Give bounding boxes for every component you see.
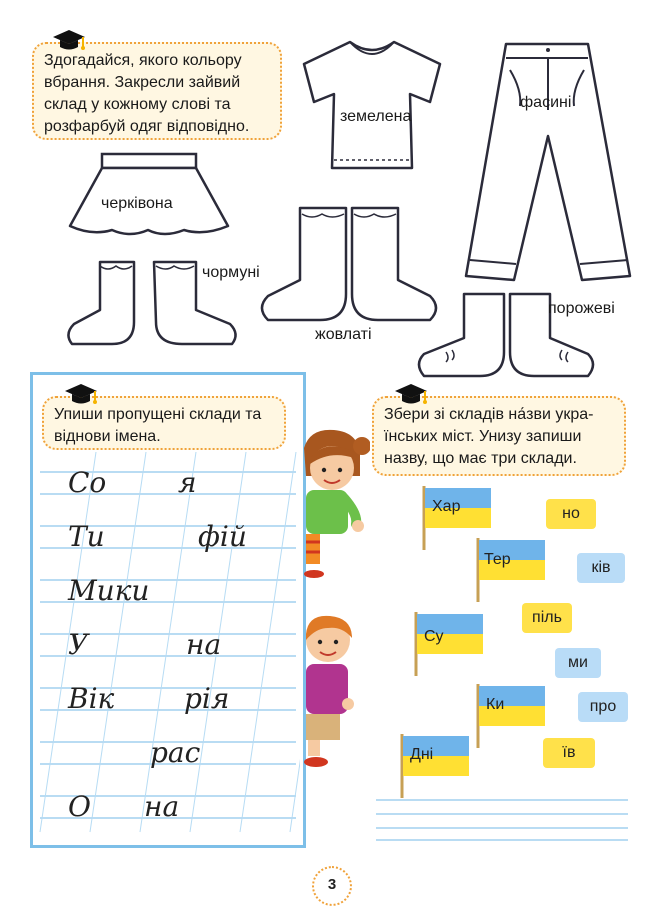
page-number: 3 bbox=[327, 876, 337, 893]
flag-2 bbox=[474, 538, 550, 602]
flag-5 bbox=[398, 734, 474, 798]
flag-4-label: Ки bbox=[486, 696, 505, 713]
flag-1-label: Хар bbox=[432, 498, 461, 515]
socks-middle-word: жовлаті bbox=[315, 326, 372, 343]
flag-5-label: Дні bbox=[410, 746, 434, 763]
pants-drawing bbox=[462, 40, 634, 282]
name-4-right: на bbox=[186, 628, 222, 661]
socks-left-word: чормуні bbox=[202, 264, 260, 281]
flag-2-label: Тер bbox=[484, 551, 511, 568]
name-5-left: Вік bbox=[68, 682, 115, 715]
flag-3-label: Су bbox=[424, 628, 444, 645]
name-7-right: на bbox=[144, 790, 180, 823]
girl-illustration bbox=[300, 428, 370, 578]
graduation-cap-icon bbox=[394, 382, 428, 408]
name-3-left: Мики bbox=[68, 574, 150, 607]
pants-word: фасині bbox=[520, 94, 572, 111]
boy-illustration bbox=[298, 612, 362, 772]
syllable-chip-3: піль bbox=[522, 603, 572, 633]
name-5-right: рія bbox=[184, 682, 230, 715]
name-1-right: я bbox=[178, 466, 197, 499]
syllable-chip-4: ми bbox=[555, 648, 601, 678]
name-2-right: фій bbox=[198, 520, 247, 553]
syllable-chip-5: про bbox=[578, 692, 628, 722]
task-1-text: Здогадайся, якого кольору вбрання. Закресли зайвий склад у кожному слові та розфарбуй одяг відповідно. bbox=[44, 52, 250, 135]
graduation-cap-icon bbox=[64, 382, 98, 408]
task-2-text: Упиши пропущені склади та віднови імена. bbox=[54, 406, 262, 445]
syllable-chip-1: но bbox=[546, 499, 596, 529]
name-7-left: О bbox=[68, 790, 91, 823]
answer-lines bbox=[376, 796, 628, 842]
syllable-chip-6: їв bbox=[543, 738, 595, 768]
task-instruction-1 bbox=[32, 42, 282, 140]
task-instruction-3 bbox=[372, 396, 626, 476]
tshirt-word: земелена bbox=[340, 108, 412, 125]
socks-right-word: порожеві bbox=[548, 300, 615, 317]
task-3-text: Збери зі складів на́зви укра-їнських міст. Унизу запиши назву, що має три склади. bbox=[384, 406, 594, 467]
name-4-left: У bbox=[68, 628, 89, 661]
syllable-chip-2: ків bbox=[577, 553, 625, 583]
graduation-cap-icon bbox=[52, 28, 86, 54]
name-2-left: Ти bbox=[68, 520, 105, 553]
name-1-left: Со bbox=[68, 466, 107, 499]
skirt-word: черківона bbox=[101, 195, 173, 212]
tshirt-drawing bbox=[292, 36, 452, 176]
name-6-right: рас bbox=[150, 736, 201, 769]
page-number-badge bbox=[312, 866, 352, 906]
flag-4 bbox=[474, 684, 550, 748]
